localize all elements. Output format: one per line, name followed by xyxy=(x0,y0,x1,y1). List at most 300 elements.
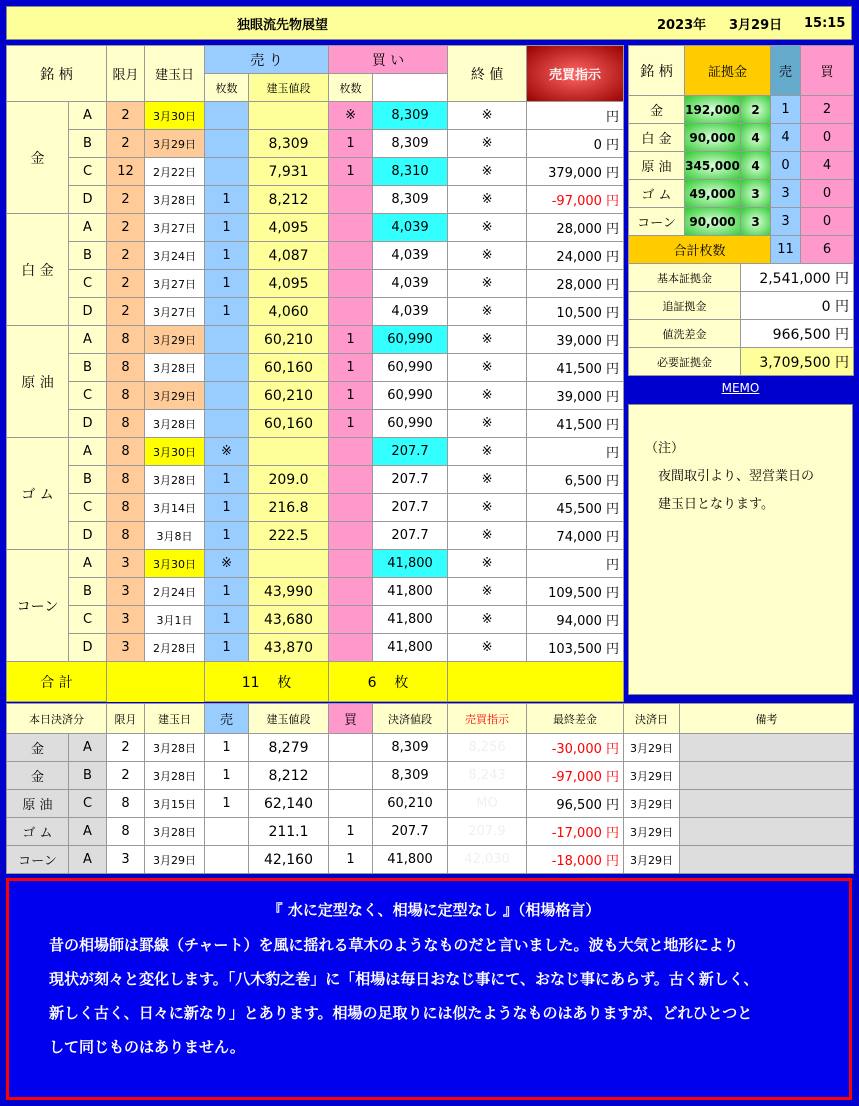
settle-buy: 1 xyxy=(329,818,373,846)
settle-settle-date: 3月29日 xyxy=(624,846,680,874)
position-row xyxy=(7,270,624,298)
memo-line: 建玉日となります。 xyxy=(645,497,774,512)
position-price xyxy=(249,438,329,466)
position-close: 4,039 xyxy=(373,214,448,242)
summary-value: 3,709,500 円 xyxy=(741,348,854,376)
position-sell-count xyxy=(205,382,249,410)
position-instruction: ※ xyxy=(448,214,527,242)
header-time: 15:15 xyxy=(804,15,846,31)
quote-line: 現状が刻々と変化します。「八木豹之巻」に「相場は毎日おなじ事にて、おなじ事にあらず。古く新しく、 xyxy=(49,970,759,988)
quote-title: 『 水に定型なく、相場に定型なし 』（相場格言） xyxy=(267,901,601,919)
position-buy-count: 1 xyxy=(329,354,373,382)
position-date: 3月27日 xyxy=(145,298,205,326)
settle-header-settle-price: 決済値段 xyxy=(373,704,448,734)
position-row xyxy=(7,158,624,186)
settle-header-final: 最終差金 xyxy=(527,704,624,734)
position-class: B xyxy=(69,578,107,606)
position-row xyxy=(7,606,624,634)
margin-sell: 3 xyxy=(771,208,801,236)
margin-buy: 4 xyxy=(801,152,854,180)
position-close: 8,309 xyxy=(373,186,448,214)
position-group-name: コーン xyxy=(7,550,69,662)
settle-settle-date: 3月29日 xyxy=(624,790,680,818)
position-sell-count: ※ xyxy=(205,438,249,466)
settle-buy xyxy=(329,734,373,762)
settle-sell: 1 xyxy=(205,790,249,818)
margin-total-buy: 6 xyxy=(801,236,854,264)
settle-month: 2 xyxy=(107,762,145,790)
position-buy-count: 1 xyxy=(329,382,373,410)
position-close: 207.7 xyxy=(373,522,448,550)
position-instruction: ※ xyxy=(448,186,527,214)
position-sell-count: 1 xyxy=(205,494,249,522)
memo-line: 夜間取引より、翌営業日の xyxy=(645,469,815,484)
quote-line: して同じものはありません。 xyxy=(49,1038,245,1056)
position-date: 3月30日 xyxy=(145,438,205,466)
position-diff: 41,500 円 xyxy=(527,410,624,438)
position-class: B xyxy=(69,130,107,158)
margin-count: 4 xyxy=(741,152,771,180)
col-header-close: 終 値 xyxy=(448,46,527,102)
position-date: 3月24日 xyxy=(145,242,205,270)
position-row xyxy=(7,326,624,354)
position-buy-count xyxy=(329,494,373,522)
margin-row xyxy=(629,124,854,152)
position-date: 3月29日 xyxy=(145,326,205,354)
settle-name: 原 油 xyxy=(7,790,69,818)
margin-buy: 2 xyxy=(801,96,854,124)
col-header-month: 限月 xyxy=(107,46,145,102)
position-instruction: ※ xyxy=(448,606,527,634)
margin-header-buy: 買 xyxy=(801,46,854,96)
position-diff: 109,500 円 xyxy=(527,578,624,606)
position-sell-count: 1 xyxy=(205,186,249,214)
position-close: 60,990 xyxy=(373,326,448,354)
margin-sell: 0 xyxy=(771,152,801,180)
position-price: 60,210 xyxy=(249,382,329,410)
position-close: 41,800 xyxy=(373,606,448,634)
margin-header-name: 銘 柄 xyxy=(629,46,685,96)
settle-date: 3月28日 xyxy=(145,818,205,846)
position-diff: 103,500 円 xyxy=(527,634,624,662)
settle-settle-date: 3月29日 xyxy=(624,818,680,846)
position-class: D xyxy=(69,410,107,438)
position-instruction: ※ xyxy=(448,354,527,382)
col-header-buy: 買 い xyxy=(329,46,448,74)
col-header-name: 銘 柄 xyxy=(7,46,107,102)
settle-date: 3月28日 xyxy=(145,734,205,762)
position-sell-count: 1 xyxy=(205,522,249,550)
settle-sell xyxy=(205,818,249,846)
position-sell-count: ※ xyxy=(205,550,249,578)
position-diff: 45,500 円 xyxy=(527,494,624,522)
margin-amount: 90,000 xyxy=(685,124,741,152)
header-year: 2023年 xyxy=(657,17,707,33)
settle-month: 8 xyxy=(107,818,145,846)
settle-settle-price: 8,309 xyxy=(373,762,448,790)
position-date: 3月27日 xyxy=(145,270,205,298)
position-buy-count: 1 xyxy=(329,326,373,354)
col-header-buy-count: 枚数 xyxy=(329,74,373,102)
memo-line: （注） xyxy=(645,441,685,456)
position-row xyxy=(7,242,624,270)
settle-price: 8,279 xyxy=(249,734,329,762)
settle-name: 金 xyxy=(7,734,69,762)
settle-class: C xyxy=(69,790,107,818)
settle-date: 3月15日 xyxy=(145,790,205,818)
position-month: 2 xyxy=(107,270,145,298)
summary-label: 値洗差金 xyxy=(629,320,741,348)
quote-line: 昔の相場師は罫線（チャート）を風に揺れる草木のようなものだと言いました。波も大気と地形により xyxy=(49,936,739,954)
totals-buy: 6 枚 xyxy=(329,662,448,702)
position-diff: 6,500 円 xyxy=(527,466,624,494)
memo-panel xyxy=(628,404,853,695)
position-sell-count: 1 xyxy=(205,634,249,662)
position-month: 8 xyxy=(107,326,145,354)
settle-header-date: 建玉日 xyxy=(145,704,205,734)
position-date: 3月27日 xyxy=(145,214,205,242)
settle-month: 3 xyxy=(107,846,145,874)
settlement-table xyxy=(6,703,854,874)
position-class: C xyxy=(69,382,107,410)
position-price xyxy=(249,550,329,578)
position-diff: 74,000 円 xyxy=(527,522,624,550)
position-row xyxy=(7,410,624,438)
position-instruction: ※ xyxy=(448,438,527,466)
position-date: 3月28日 xyxy=(145,466,205,494)
position-price: 60,160 xyxy=(249,354,329,382)
settle-price: 62,140 xyxy=(249,790,329,818)
col-header-sell: 売 り xyxy=(205,46,329,74)
position-instruction: ※ xyxy=(448,550,527,578)
position-instruction: ※ xyxy=(448,634,527,662)
settle-date: 3月29日 xyxy=(145,846,205,874)
position-instruction: ※ xyxy=(448,130,527,158)
position-buy-count xyxy=(329,242,373,270)
position-price: 4,095 xyxy=(249,270,329,298)
position-class: A xyxy=(69,102,107,130)
settlement-row xyxy=(7,790,854,818)
position-buy-count xyxy=(329,214,373,242)
settle-class: A xyxy=(69,818,107,846)
margin-header-amount: 証拠金 xyxy=(685,46,771,96)
position-sell-count: 1 xyxy=(205,466,249,494)
position-buy-count xyxy=(329,466,373,494)
position-row xyxy=(7,186,624,214)
page-title: 独眼流先物展望 xyxy=(237,17,329,33)
position-close: 207.7 xyxy=(373,466,448,494)
margin-row xyxy=(629,152,854,180)
position-date: 3月29日 xyxy=(145,130,205,158)
margin-sell: 1 xyxy=(771,96,801,124)
position-close: 41,800 xyxy=(373,550,448,578)
position-date: 3月8日 xyxy=(145,522,205,550)
margin-buy: 0 xyxy=(801,180,854,208)
settle-header-price: 建玉値段 xyxy=(249,704,329,734)
settle-settle-price: 207.7 xyxy=(373,818,448,846)
position-row xyxy=(7,578,624,606)
position-group-name: 原 油 xyxy=(7,326,69,438)
position-instruction: ※ xyxy=(448,242,527,270)
position-month: 12 xyxy=(107,158,145,186)
settlement-row xyxy=(7,762,854,790)
position-month: 8 xyxy=(107,494,145,522)
position-month: 3 xyxy=(107,634,145,662)
position-diff: 39,000 円 xyxy=(527,326,624,354)
position-sell-count: 1 xyxy=(205,578,249,606)
position-row xyxy=(7,634,624,662)
position-close: 8,309 xyxy=(373,130,448,158)
settle-instruction: 8,256 xyxy=(448,734,527,762)
settle-sell: 1 xyxy=(205,734,249,762)
position-class: A xyxy=(69,214,107,242)
position-sell-count: 1 xyxy=(205,242,249,270)
settle-header-instruction: 売買指示 xyxy=(448,704,527,734)
position-row xyxy=(7,102,624,130)
margin-total-sell: 11 xyxy=(771,236,801,264)
margin-row xyxy=(629,96,854,124)
summary-row xyxy=(629,348,854,376)
position-diff: -97,000 円 xyxy=(527,186,624,214)
position-group-name: ゴ ム xyxy=(7,438,69,550)
settle-note xyxy=(680,762,854,790)
position-date: 3月30日 xyxy=(145,102,205,130)
position-class: D xyxy=(69,298,107,326)
quote-line: 新しく古く、日々に新なり」とあります。相場の足取りには似たようなものはありますが、どれひとつと xyxy=(49,1004,753,1022)
position-group-name: 白 金 xyxy=(7,214,69,326)
margin-buy: 0 xyxy=(801,208,854,236)
position-class: D xyxy=(69,634,107,662)
position-group-name: 金 xyxy=(7,102,69,214)
position-diff: 円 xyxy=(527,550,624,578)
position-row xyxy=(7,438,624,466)
position-month: 8 xyxy=(107,382,145,410)
position-date: 3月1日 xyxy=(145,606,205,634)
margin-row xyxy=(629,180,854,208)
settle-instruction: 207.9 xyxy=(448,818,527,846)
position-month: 8 xyxy=(107,438,145,466)
summary-row xyxy=(629,292,854,320)
position-buy-count: ※ xyxy=(329,102,373,130)
position-sell-count: 1 xyxy=(205,298,249,326)
position-price: 60,160 xyxy=(249,410,329,438)
margin-buy: 0 xyxy=(801,124,854,152)
position-row xyxy=(7,354,624,382)
position-class: B xyxy=(69,354,107,382)
summary-row xyxy=(629,320,854,348)
position-sell-count: 1 xyxy=(205,270,249,298)
settle-instruction: MO xyxy=(448,790,527,818)
position-buy-count xyxy=(329,270,373,298)
position-class: A xyxy=(69,326,107,354)
position-buy-count xyxy=(329,634,373,662)
position-date: 2月22日 xyxy=(145,158,205,186)
position-month: 2 xyxy=(107,242,145,270)
position-close: 8,309 xyxy=(373,102,448,130)
summary-row xyxy=(629,264,854,292)
margin-sell: 4 xyxy=(771,124,801,152)
position-class: B xyxy=(69,466,107,494)
position-instruction: ※ xyxy=(448,270,527,298)
position-instruction: ※ xyxy=(448,578,527,606)
margin-amount: 192,000 xyxy=(685,96,741,124)
position-instruction: ※ xyxy=(448,410,527,438)
margin-name: コーン xyxy=(629,208,685,236)
position-price: 8,212 xyxy=(249,186,329,214)
settle-price: 211.1 xyxy=(249,818,329,846)
position-close: 207.7 xyxy=(373,438,448,466)
position-month: 3 xyxy=(107,606,145,634)
margin-amount: 345,000 xyxy=(685,152,741,180)
position-instruction: ※ xyxy=(448,382,527,410)
summary-value: 0 円 xyxy=(741,292,854,320)
position-diff: 10,500 円 xyxy=(527,298,624,326)
position-buy-count: 1 xyxy=(329,130,373,158)
position-price: 43,680 xyxy=(249,606,329,634)
position-month: 8 xyxy=(107,410,145,438)
position-instruction: ※ xyxy=(448,522,527,550)
position-month: 2 xyxy=(107,186,145,214)
summary-label: 追証拠金 xyxy=(629,292,741,320)
settle-name: コーン xyxy=(7,846,69,874)
position-close: 4,039 xyxy=(373,298,448,326)
position-diff: 28,000 円 xyxy=(527,214,624,242)
margin-amount: 49,000 xyxy=(685,180,741,208)
settle-header-note: 備考 xyxy=(680,704,854,734)
position-diff: 円 xyxy=(527,102,624,130)
position-month: 2 xyxy=(107,298,145,326)
col-header-instruction: 売買指示 xyxy=(527,46,624,102)
settlement-row xyxy=(7,818,854,846)
position-instruction: ※ xyxy=(448,298,527,326)
position-buy-count xyxy=(329,606,373,634)
position-date: 3月14日 xyxy=(145,494,205,522)
summary-value: 966,500 円 xyxy=(741,320,854,348)
summary-label: 必要証拠金 xyxy=(629,348,741,376)
position-buy-count: 1 xyxy=(329,410,373,438)
position-instruction: ※ xyxy=(448,326,527,354)
position-price: 43,870 xyxy=(249,634,329,662)
settle-settle-price: 8,309 xyxy=(373,734,448,762)
position-close: 60,990 xyxy=(373,382,448,410)
position-date: 3月28日 xyxy=(145,186,205,214)
position-close: 4,039 xyxy=(373,270,448,298)
margin-row xyxy=(629,208,854,236)
settle-settle-date: 3月29日 xyxy=(624,734,680,762)
position-row xyxy=(7,298,624,326)
position-sell-count: 1 xyxy=(205,606,249,634)
settle-buy: 1 xyxy=(329,846,373,874)
settle-name: 金 xyxy=(7,762,69,790)
position-date: 3月29日 xyxy=(145,382,205,410)
settle-price: 8,212 xyxy=(249,762,329,790)
position-price: 209.0 xyxy=(249,466,329,494)
position-price: 43,990 xyxy=(249,578,329,606)
settle-header-buy: 買 xyxy=(329,704,373,734)
settle-date: 3月28日 xyxy=(145,762,205,790)
margin-name: ゴ ム xyxy=(629,180,685,208)
position-class: B xyxy=(69,242,107,270)
settle-buy xyxy=(329,762,373,790)
settle-instruction: 42,030 xyxy=(448,846,527,874)
position-instruction: ※ xyxy=(448,158,527,186)
position-class: C xyxy=(69,494,107,522)
col-header-price: 建玉値段 xyxy=(249,74,329,102)
position-diff: 94,000 円 xyxy=(527,606,624,634)
position-price: 222.5 xyxy=(249,522,329,550)
position-sell-count xyxy=(205,158,249,186)
settle-final: 96,500 円 xyxy=(527,790,624,818)
position-sell-count: 1 xyxy=(205,214,249,242)
summary-value: 2,541,000 円 xyxy=(741,264,854,292)
position-instruction: ※ xyxy=(448,102,527,130)
position-close: 4,039 xyxy=(373,242,448,270)
title-bar xyxy=(6,6,852,40)
position-price: 8,309 xyxy=(249,130,329,158)
position-price: 216.8 xyxy=(249,494,329,522)
position-row xyxy=(7,130,624,158)
position-price: 4,060 xyxy=(249,298,329,326)
position-sell-count xyxy=(205,130,249,158)
header-date: 3月29日 xyxy=(729,17,783,33)
position-month: 3 xyxy=(107,550,145,578)
position-sell-count xyxy=(205,410,249,438)
position-sell-count xyxy=(205,326,249,354)
position-class: C xyxy=(69,270,107,298)
position-diff: 379,000 円 xyxy=(527,158,624,186)
position-date: 3月28日 xyxy=(145,410,205,438)
position-sell-count xyxy=(205,102,249,130)
position-buy-count xyxy=(329,522,373,550)
position-class: A xyxy=(69,550,107,578)
col-header-sell-count: 枚数 xyxy=(205,74,249,102)
settle-final: -17,000 円 xyxy=(527,818,624,846)
position-date: 2月28日 xyxy=(145,634,205,662)
settle-settle-price: 41,800 xyxy=(373,846,448,874)
settle-settle-price: 60,210 xyxy=(373,790,448,818)
position-class: C xyxy=(69,158,107,186)
memo-link[interactable]: MEMO xyxy=(628,376,853,400)
position-diff: 0 円 xyxy=(527,130,624,158)
position-month: 8 xyxy=(107,522,145,550)
position-buy-count xyxy=(329,186,373,214)
position-buy-count xyxy=(329,438,373,466)
position-close: 60,990 xyxy=(373,354,448,382)
settlement-row xyxy=(7,734,854,762)
position-diff: 24,000 円 xyxy=(527,242,624,270)
margin-name: 白 金 xyxy=(629,124,685,152)
margin-count: 3 xyxy=(741,208,771,236)
settle-header-sell: 売 xyxy=(205,704,249,734)
position-buy-count: 1 xyxy=(329,158,373,186)
settle-note xyxy=(680,734,854,762)
settle-class: B xyxy=(69,762,107,790)
position-row xyxy=(7,214,624,242)
position-class: D xyxy=(69,186,107,214)
position-price xyxy=(249,102,329,130)
settle-final: -18,000 円 xyxy=(527,846,624,874)
settle-instruction: 8,243 xyxy=(448,762,527,790)
margin-header-sell: 売 xyxy=(771,46,801,96)
margin-count: 4 xyxy=(741,124,771,152)
settle-class: A xyxy=(69,846,107,874)
position-class: C xyxy=(69,606,107,634)
margin-count: 3 xyxy=(741,180,771,208)
positions-table xyxy=(6,45,624,702)
position-class: D xyxy=(69,522,107,550)
totals-label: 合 計 xyxy=(7,662,107,702)
settle-price: 42,160 xyxy=(249,846,329,874)
